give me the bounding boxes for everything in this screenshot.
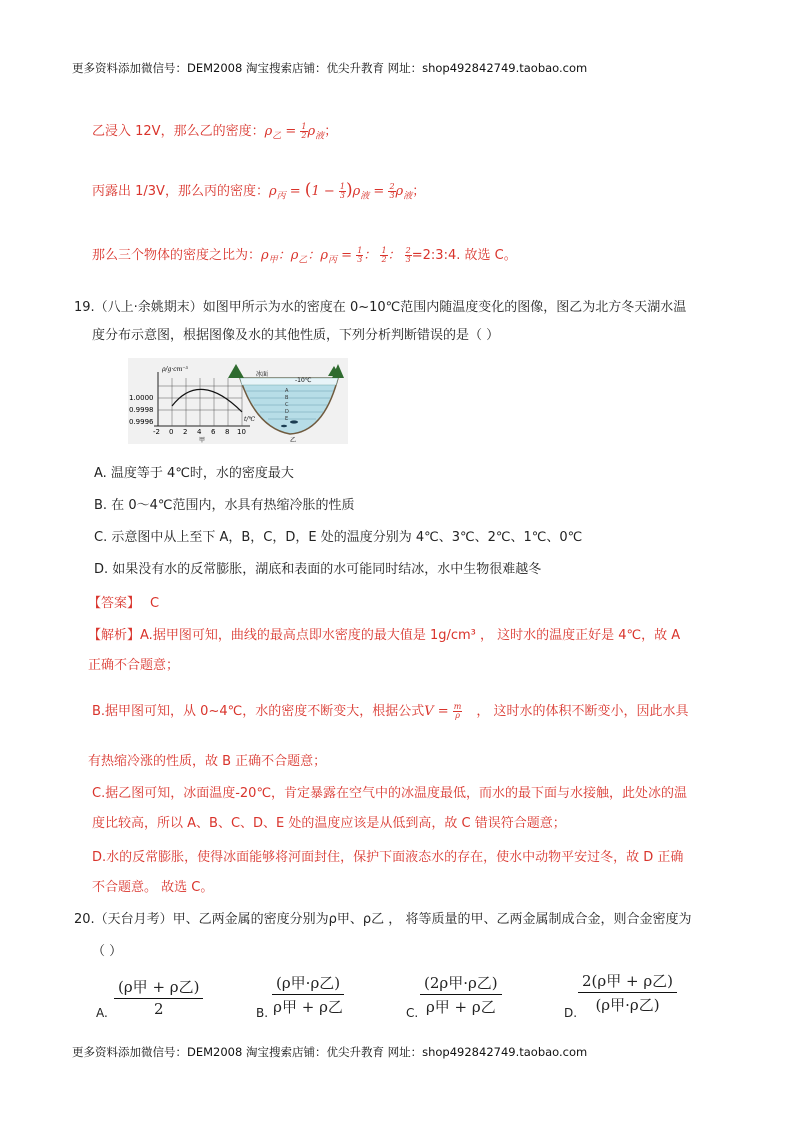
prev-line-3-text: 那么三个物体的密度之比为： xyxy=(92,248,262,263)
analysis-b-text-2: ， 这时水的体积不断变小，因此水具 xyxy=(476,704,689,719)
layer-label-e: E xyxy=(285,416,289,422)
ratio-formula: $\rho_甲$：$\rho_乙$：$\rho_丙$ = $\frac{1}{3}$ ： $\frac{1}{2}$ ： $\frac{2}{3}$ xyxy=(261,246,411,266)
prev-line-3-tail: =2:3:4. 故选 C。 xyxy=(411,248,517,263)
q19-option-d: D. 如果没有水的反常膨胀，湖底和表面的水可能同时结冰，水中生物很难越冬 xyxy=(94,562,542,577)
q19-analysis-d-line-2: 不合题意。 故选 C。 xyxy=(92,880,214,895)
y-tick-3: 0.9996 xyxy=(129,418,154,426)
prev-line-2: 丙露出 1/3V，那么丙的密度：$\rho_丙 = (1$ − $\frac{1}{3}$ )$\rho_液$ = $\frac{2}{3}$ $\rho_液$； xyxy=(92,180,426,202)
q19-figure-svg xyxy=(128,358,348,444)
x-tick-2: 0 xyxy=(169,428,174,436)
q19-analysis-c-line-2: 度比较高，所以 A、B、C、D、E 处的温度应该是从低到高，故 C 错误符合题意； xyxy=(92,816,566,831)
q19-analysis-b-line-2: 有热缩冷涨的性质，故 B 正确不合题意； xyxy=(88,754,327,769)
option-d-numerator: 2(ρ甲 + ρ乙) xyxy=(578,970,677,993)
option-letter: A. xyxy=(96,1006,108,1020)
page-header: 更多资料添加微信号：DEM2008 淘宝搜索店铺：优尖升教育 网址：shop492842749.taobao.com xyxy=(72,61,588,75)
y-tick-1: 1.0000 xyxy=(129,394,154,402)
rho-c-formula: $\rho_丙 = (1$ − $\frac{1}{3}$ )$\rho_液$ = $\frac{2}{3}$ $\rho_液$ xyxy=(268,180,413,202)
q19-stem-line-1: 19.（八上·余姚期末）如图甲所示为水的密度在 0~10℃范围内随温度变化的图像，图乙为北方冬天湖水温 xyxy=(74,300,687,315)
option-letter: D. xyxy=(564,1006,578,1020)
rho-b-formula: $\rho_乙$ = $\frac{1}{2}$ $\rho_液$ xyxy=(264,122,325,142)
option-a-numerator: (ρ甲 + ρ乙) xyxy=(114,976,203,999)
q19-answer xyxy=(88,592,159,611)
option-letter: B. xyxy=(256,1006,269,1020)
y-tick-2: 0.9998 xyxy=(129,406,154,414)
q19-analysis-b-line-1 xyxy=(92,700,689,720)
x-tick-3: 2 xyxy=(183,428,188,436)
option-b-numerator: (ρ甲·ρ乙) xyxy=(272,972,344,995)
option-d-fraction xyxy=(578,970,677,1015)
x-tick-4: 4 xyxy=(197,428,202,436)
chart-caption: 甲 xyxy=(199,437,206,444)
q19-option-a: A. 温度等于 4℃时，水的密度最大 xyxy=(94,466,294,481)
analysis-b-text-1: B.据甲图可知，从 0~4℃，水的密度不断变大，根据公式 xyxy=(92,704,425,719)
volume-formula: V = $\frac{m}{\rho}$ xyxy=(424,702,462,720)
layer-label-b: B xyxy=(285,395,289,401)
q19-analysis-a-line-1 xyxy=(88,624,680,643)
fish-icon xyxy=(281,425,287,428)
ice-layer xyxy=(240,378,338,385)
option-letter: C. xyxy=(406,1006,419,1020)
option-c-numerator: (2ρ甲·ρ乙) xyxy=(420,972,502,995)
x-tick-1: -2 xyxy=(153,428,160,436)
ice-label: 冰面 xyxy=(256,371,269,378)
option-d-denominator: (ρ甲·ρ乙) xyxy=(595,996,660,1014)
q19-figure xyxy=(128,358,348,444)
q19-analysis-c-line-1: C.据乙图可知，冰面温度-20℃，肯定暴露在空气中的冰温度最低，而水的最下面与水接触，此处冰的温 xyxy=(92,786,688,801)
fish-icon xyxy=(290,420,298,423)
q19-analysis-d-line-1: D.水的反常膨胀，使得冰面能够将河面封住，保护下面液态水的存在，使水中动物平安过冬，故 D 正确 xyxy=(92,850,684,865)
analysis-label: 【解析】 xyxy=(88,628,141,643)
option-b-denominator: ρ甲 + ρ乙 xyxy=(273,998,343,1016)
option-c-denominator: ρ甲 + ρ乙 xyxy=(425,998,496,1016)
layer-label-a: A xyxy=(285,388,289,394)
layer-label-c: C xyxy=(285,402,289,408)
prev-line-3 xyxy=(92,244,517,266)
temp-label: -10℃ xyxy=(295,377,312,384)
prev-line-1: 乙浸入 12V，那么乙的密度：$\rho_乙$ = $\frac{1}{2}$ $\rho_液$； xyxy=(92,122,338,142)
x-tick-7: 10 xyxy=(237,428,246,436)
option-a-denominator: 2 xyxy=(153,1000,164,1018)
q19-option-c: C. 示意图中从上至下 A，B，C，D，E 处的温度分别为 4℃、3℃、2℃、1℃、0℃ xyxy=(94,530,583,545)
q19-stem-line-2: 度分布示意图，根据图像及水的其他性质，下列分析判断错误的是（ ） xyxy=(92,328,500,343)
layer-label-d: D xyxy=(285,409,289,415)
analysis-a-text: A.据甲图可知，曲线的最高点即水密度的最大值是 1g/cm³ ， 这时水的温度正好是 4℃，故 A xyxy=(140,628,681,643)
prev-line-1-text: 乙浸入 12V，那么乙的密度： xyxy=(92,124,265,139)
option-c-fraction xyxy=(420,972,502,1017)
x-axis-label: t/℃ xyxy=(244,416,256,423)
x-tick-5: 6 xyxy=(211,428,216,436)
x-tick-6: 8 xyxy=(225,428,230,436)
q20-stem-line-2: （ ） xyxy=(92,944,123,959)
lake-caption: 乙 xyxy=(290,437,297,444)
q19-option-b: B. 在 0～4℃范围内，水具有热缩冷胀的性质 xyxy=(94,498,355,513)
answer-value: C xyxy=(150,596,160,611)
answer-label: 【答案】 xyxy=(88,596,141,611)
option-a-fraction xyxy=(114,976,203,1018)
prev-line-2-text: 丙露出 1/3V，那么丙的密度： xyxy=(92,184,269,199)
option-b-fraction xyxy=(272,972,344,1017)
q19-analysis-a-line-2: 正确不合题意； xyxy=(88,658,180,673)
y-axis-label: ρ/g·cm⁻³ xyxy=(162,366,188,373)
q20-stem-line-1: 20.（天台月考）甲、乙两金属的密度分别为ρ甲、ρ乙 ， 将等质量的甲、乙两金属制成合金，则合金密度为 xyxy=(74,912,692,927)
page-footer: 更多资料添加微信号：DEM2008 淘宝搜索店铺：优尖升教育 网址：shop492842749.taobao.com xyxy=(72,1045,588,1059)
